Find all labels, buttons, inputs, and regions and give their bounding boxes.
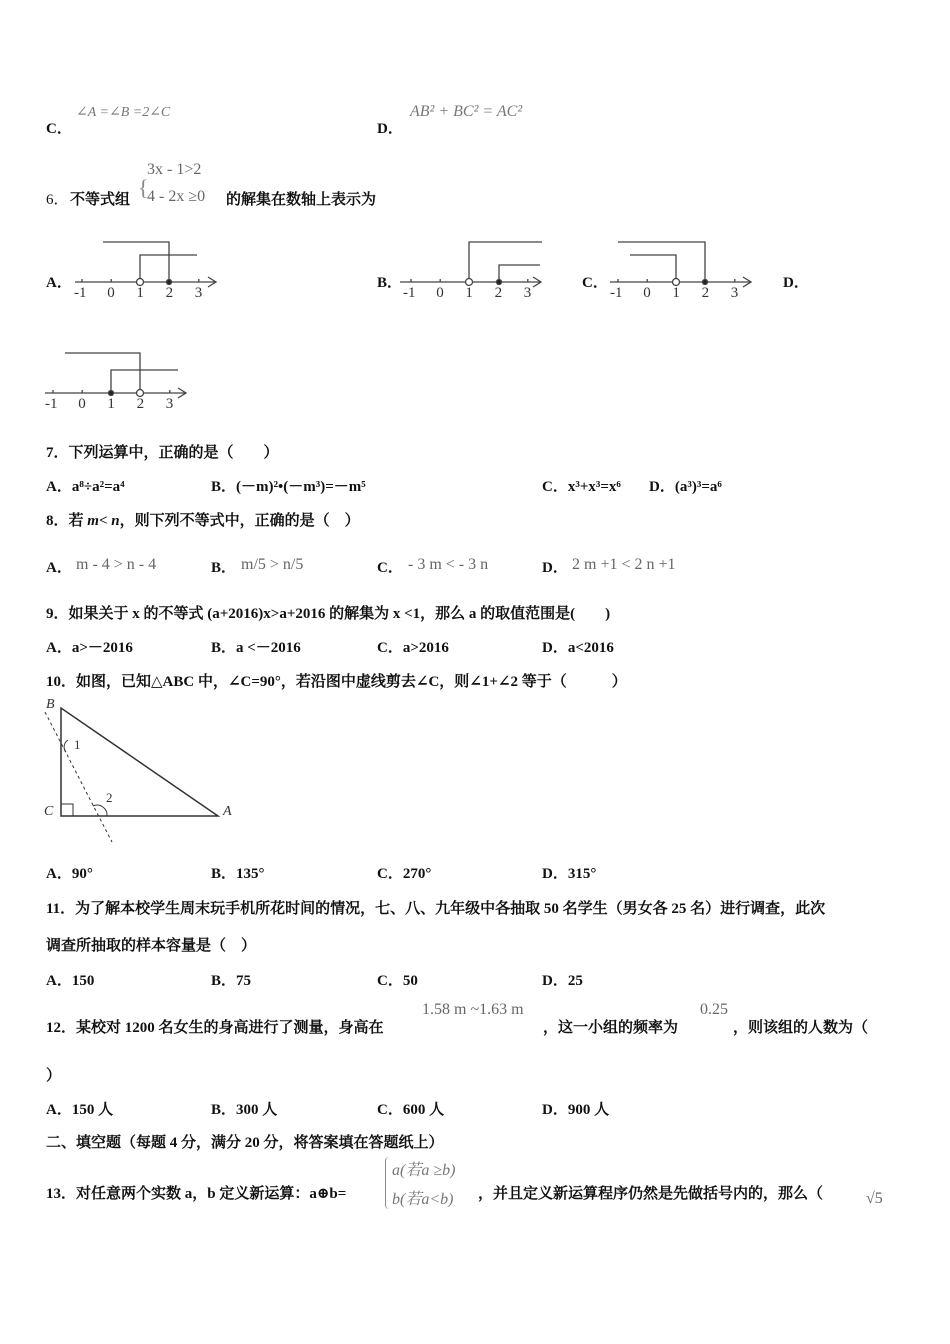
tick-label: 3 — [194, 285, 203, 301]
q8-option-a-label: A． — [46, 560, 72, 576]
q8-option-a-expr: m - 4 > n - 4 — [76, 556, 157, 573]
q5-option-c-expr: ∠A =∠B =2∠C — [76, 105, 171, 120]
q13-case2: b(若a<b) — [392, 1191, 454, 1208]
q6-option-d-label: D． — [783, 275, 809, 291]
tick-label: 1 — [465, 285, 473, 301]
q10-text: 10．如图，已知△ABC 中，∠C=90°，若沿图中虚线剪去∠C，则∠1+∠2 等于（ ） — [46, 674, 627, 690]
tick-label: 0 — [436, 285, 444, 301]
q8-text: 8．若 m< n，则下列不等式中，正确的是（ ） — [46, 513, 360, 529]
angle-1-label: 1 — [74, 737, 81, 752]
tick-label: 1 — [672, 285, 680, 301]
section-2-title: 二、填空题（每题 4 分，满分 20 分，将答案填在答题纸上） — [46, 1135, 444, 1151]
q11-line1: 11．为了解本校学生周末玩手机所花时间的情况，七、八、九年级中各抽取 50 名学生（男女各 25 名）进行调查，此次 — [46, 901, 826, 917]
q7-option-d: D．(a³)³=a⁶ — [649, 479, 722, 495]
q8-option-b-label: B． — [211, 560, 237, 576]
q5-option-d-label: D． — [377, 121, 403, 137]
q13-case1: a(若a ≥b) — [392, 1162, 456, 1179]
exam-page: C． ∠A =∠B =2∠C D． AB² + BC² = AC² 6． 不等式组 { 3x - 1>2 4 - 2x ≥0 的解集在数轴上表示为 A． B． C． D． -1 0 1 2 3 -1 0 1 2 3 -1 0 1 2 3 -1 0 1 2 3 B C A 1 2 7．下列运算中，正确的是（ ） A．a⁸÷a²=a⁴ B．(－m)²•(－m³)=－m⁵ C．x³+x³=x⁶ D．(a³)³=a⁶ 8．若 m< n，则下列不等式中，正确的是（ ） A． m - 4 > n - 4 B． m/5 > n/5 C． - 3 m < - 3 n D． 2 m +1 < 2 n +1 9．如果关于 x 的不等式 (a+2016)x>a+2016 的解集为 x <1，那么 a 的取值范围是( ) A．a>－2016 B．a <－2016 C．a>2016 D．a<2016 10．如图，已知△ABC 中，∠C=90°，若沿图中虚线剪去∠C，则∠1+∠2 等于（ ） A．90° B．135° C．270° D．315° 11．为了解本校学生周末玩手机所花时间的情况，七、八、九年级中各抽取 50 名学生（男女各 25 名）进行调查，此次 调查所抽取的样本容量是（ ） A．150 B．75 C．50 D．25 12．某校对 1200 名女生的身高进行了测量，身高在 1.58 m ~1.63 m ，这一小组的频率为 0.25 ，则该组的人数为（ ） A．150 人 B．300 人 C．600 人 D．900 人 二、填空题（每题 4 分，满分 20 分，将答案填在答题纸上） 13．对任意两个实数 a，b 定义新运算：a⊕b= a(若a ≥b) b(若a<b) ，并且定义新运算程序仍然是先做括号内的，那么（ √5 — [0, 0, 950, 1344]
q12-option-d: D．900 人 — [542, 1102, 610, 1118]
filled-dot — [497, 280, 502, 285]
q6-option-c-label: C． — [582, 275, 608, 291]
q9-option-c: C．a>2016 — [377, 640, 449, 656]
q8-option-c-label: C． — [377, 560, 403, 576]
q12-text-b: ，这一小组的频率为 — [543, 1020, 679, 1036]
q8-option-d-label: D． — [542, 560, 568, 576]
filled-dot — [703, 280, 708, 285]
filled-dot — [167, 280, 172, 285]
q6-option-a-label: A． — [46, 275, 72, 291]
vertex-c-label: C — [44, 804, 54, 819]
angle-2-label: 2 — [106, 790, 113, 805]
tick-label: -1 — [45, 396, 58, 412]
q11-option-b: B．75 — [211, 973, 252, 989]
q12-range: 1.58 m ~1.63 m — [422, 1001, 524, 1018]
tick-label: 2 — [701, 285, 710, 301]
tick-label: 2 — [136, 396, 145, 412]
q11-option-c: C．50 — [377, 973, 418, 989]
q10-option-c: C．270° — [377, 866, 432, 882]
tick-label: 2 — [494, 285, 503, 301]
q6-text: 不等式组 — [70, 192, 131, 208]
vertex-b-label: B — [46, 697, 55, 712]
q5-option-d-expr: AB² + BC² = AC² — [410, 103, 523, 120]
q7-option-c: C．x³+x³=x⁶ — [542, 479, 621, 495]
tick-label: 1 — [107, 396, 115, 412]
q8-option-d-expr: 2 m +1 < 2 n +1 — [572, 556, 676, 573]
q13-text-a: 13．对任意两个实数 a，b 定义新运算：a⊕b= — [46, 1186, 347, 1202]
q6-number: 6． — [46, 192, 69, 208]
q6-option-b-label: B． — [377, 275, 403, 291]
triangle-figure — [45, 708, 218, 842]
number-line-b — [400, 242, 542, 287]
tick-label: -1 — [403, 285, 416, 301]
q9-option-d: D．a<2016 — [542, 640, 614, 656]
vertex-a-label: A — [223, 804, 232, 819]
number-line-d — [45, 353, 186, 398]
tick-label: -1 — [74, 285, 87, 301]
q10-option-b: B．135° — [211, 866, 265, 882]
tick-label: 1 — [136, 285, 144, 301]
q13-sqrt5: √5 — [866, 1190, 883, 1207]
tick-label: 3 — [165, 396, 174, 412]
tick-label: -1 — [610, 285, 623, 301]
filled-dot — [109, 391, 114, 396]
q11-line2: 调查所抽取的样本容量是（ ） — [46, 938, 257, 954]
q11-option-d: D．25 — [542, 973, 583, 989]
tick-label: 0 — [643, 285, 651, 301]
q11-option-a: A．150 — [46, 973, 95, 989]
q9-text: 9．如果关于 x 的不等式 (a+2016)x>a+2016 的解集为 x <1，那么 a 的取值范围是( ) — [46, 606, 611, 622]
q12-close-paren: ） — [46, 1068, 62, 1084]
q12-option-a: A．150 人 — [46, 1102, 114, 1118]
number-line-c — [610, 242, 751, 287]
q8-option-b-expr: m/5 > n/5 — [241, 556, 304, 573]
q5-option-c-label: C． — [46, 121, 72, 137]
tick-label: 0 — [78, 396, 86, 412]
q12-text-a: 12．某校对 1200 名女生的身高进行了测量，身高在 — [46, 1020, 384, 1036]
q9-option-b: B．a <－2016 — [211, 640, 301, 656]
q12-frequency: 0.25 — [700, 1001, 728, 1018]
tick-label: 2 — [165, 285, 174, 301]
q13-text-b: ，并且定义新运算程序仍然是先做括号内的，那么（ — [478, 1186, 824, 1202]
q12-option-b: B．300 人 — [211, 1102, 278, 1118]
q13-brace — [385, 1157, 390, 1209]
q10-option-a: A．90° — [46, 866, 93, 882]
tick-label: 3 — [730, 285, 739, 301]
q10-option-d: D．315° — [542, 866, 597, 882]
q6-system-line2: 4 - 2x ≥0 — [147, 188, 206, 205]
number-line-a — [75, 242, 216, 287]
q9-option-a: A．a>－2016 — [46, 640, 133, 656]
q6-system-line1: 3x - 1>2 — [147, 161, 202, 178]
q7-option-a: A．a⁸÷a²=a⁴ — [46, 479, 125, 495]
q6-text2: 的解集在数轴上表示为 — [226, 192, 377, 208]
tick-label: 0 — [107, 285, 115, 301]
q7-option-b: B．(－m)²•(－m³)=－m⁵ — [211, 479, 366, 495]
q7-text: 7．下列运算中，正确的是（ ） — [46, 445, 279, 461]
q8-option-c-expr: - 3 m < - 3 n — [408, 556, 489, 573]
q12-option-c: C．600 人 — [377, 1102, 445, 1118]
q12-text-c: ，则该组的人数为（ — [733, 1020, 869, 1036]
tick-label: 3 — [523, 285, 532, 301]
